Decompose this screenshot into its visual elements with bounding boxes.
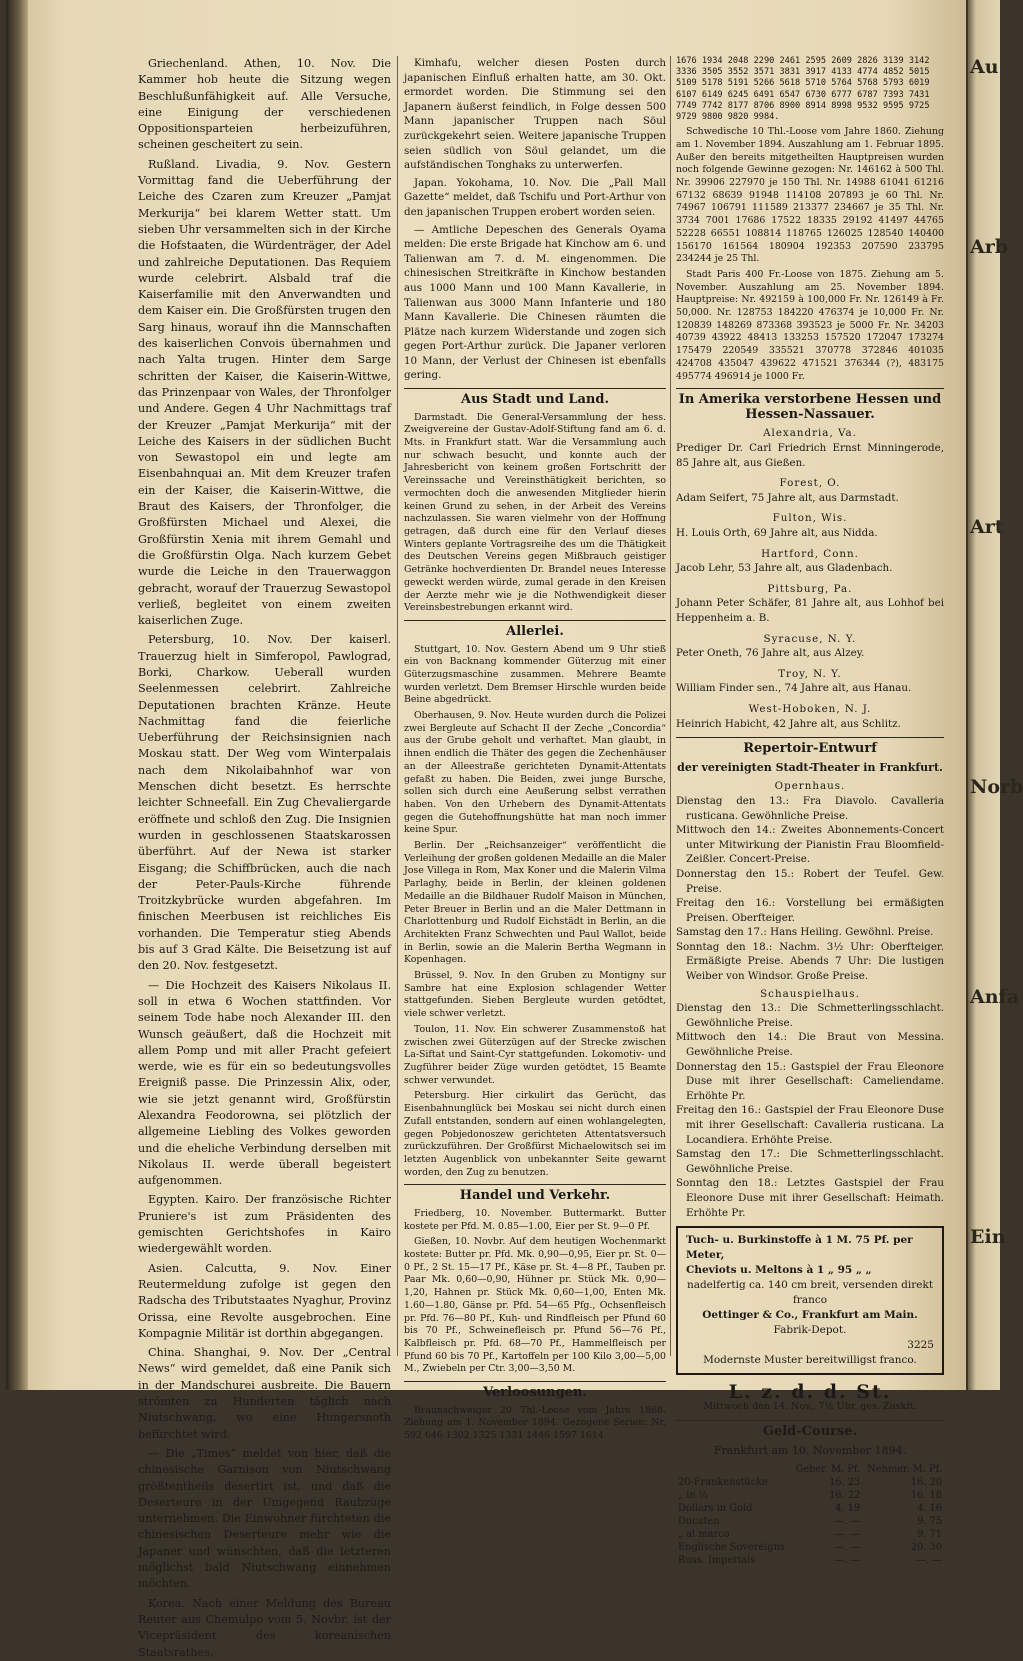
playhouse-entry: Sonntag den 18.: Letztes Gastspiel der Frau Eleonore Duse mit ihrer Gesellschaft: Heimath. Erhöhte Pr. (676, 1177, 944, 1219)
obituary-name: Peter Oneth, 76 Jahre alt, aus Alzey. (676, 647, 865, 660)
lodge-sub: Mittwoch den 14. Nov., 7½ Uhr, ges. Zuskft. (703, 1400, 917, 1412)
table-cell: 16. 23 (829, 1476, 861, 1488)
obituary-place: Pittsburg, Pa. (767, 582, 853, 595)
table-header (676, 1463, 944, 1476)
section-heading: Handel und Verkehr. (404, 1184, 666, 1204)
obituary-place: Alexandria, Va. (763, 427, 857, 440)
ad-company: Oettinger & Co., Frankfurt am Main. (702, 1309, 918, 1322)
exchange-table (676, 1463, 944, 1567)
obituary-place: West-Hoboken, N. J. (748, 702, 872, 715)
ad-line: Modernste Muster bereitwilligst franco. (703, 1354, 917, 1367)
article: Schwedische 10 Thl.-Loose vom Jahre 1860. Ziehung am 1. November 1894. Auszahlung am 1. Februar 1895. Außer den bereits mitgetheilten Hauptpreisen wurden noch folgende Gewinne gezogen: Nr. 146162 à 500 Thl. Nr. 39906 227970 je 150 Thl. Nr. 14988 61041 61216 67132 68639 91948 114108 207893 je 60 Thl. Nr. 74967 106791 111589 213377 234667 je 35 Thl. Nr. 3734 7001 17686 17522 18335 29192 41497 44765 52228 66551 108814 118765 126025 128540 140400 156170 161564 180904 192353 207590 233795 234244 je 25 Thl. (676, 126, 944, 265)
ad-line: nadelfertig ca. 140 cm breit, versenden direkt franco (686, 1279, 934, 1307)
table-cell: Englische Sovereigns (678, 1541, 785, 1553)
table-cell: 20. 30 (910, 1541, 942, 1553)
ad-line: Cheviots u. Meltons à 1 „ 95 „ „ (686, 1264, 872, 1277)
column-rule (670, 56, 671, 1356)
obituary-entry (676, 632, 944, 661)
article: Toulon, 11. Nov. Ein schwerer Zusammenstoß hat zwischen zwei Güterzügen auf der Strecke zwischen La-Siftat und Saint-Cyr stattgefunden. Lokomotiv- und Zugführer beider Züge wurden getödtet, 15 Beamte schwer verwundet. (404, 1023, 666, 1086)
book-spine (6, 0, 28, 1390)
opera-entry: Freitag den 16.: Vorstellung bei ermäßigten Preisen. Oberfteiger. (676, 897, 944, 924)
obituary-place: Forest, O. (779, 477, 841, 490)
article: Rußland. Livadia, 9. Nov. Gestern Vormittag fand die Ueberführung der Leiche des Czaren zum Kreuzer „Pamjat Merkurija“ bei klarem Wetter statt. Um sieben Uhr versammelten sich in der Kirche die Hofstaaten, die Würdenträger, der Adel und zahlreiche Deputationen. Das Requiem wurde celebrirt. Alsbald traf die Kaiserfamilie mit den Anverwandten und dem Kaiser ein. Die Großfürsten trugen den Sarg hinaus, worauf ihn die Mannschaften des kaiserlichen Convois übernahmen und nach Yalta trugen. Hinter dem Sarge schritten der Kaiser, die Kaiserin-Wittwe, das Prinzenpaar von Wales, der Thronfolger und Andere. Gegen 4 Uhr Nachmittags traf der Kreuzer „Pamjat Merkurija“ mit der Leiche des Kaisers in der südlichen Bucht von Sewastopol ein und legte am Eisenbahnquai an. Mit dem Kreuzer trafen ein der Kaiser, die Kaiserin-Wittwe, die Braut des Kaisers, der Thronfolger, die Großfürsten Michael und Alexei, die Großfürstin Xenia mit ihrem Gemahl und die Großfürstin Olga. Nach kurzem Gebet wurde die Leiche in den Trauerwaggon gebracht, worauf der Trauerzug Sewastopol verließ, begleitet von einem zweiten kaiserlichen Zuge. (138, 157, 391, 628)
advertisement (676, 1226, 944, 1375)
table-cell: 16. 18 (910, 1489, 942, 1501)
article: Stadt Paris 400 Fr.-Loose von 1875. Ziehung am 5. November. Auszahlung am 25. November 1894. Hauptpreise: Nr. 492159 à 100,000 Fr. Nr. 126149 à Fr. 50,000. Nr. 128753 184220 476374 je 10,000 Fr. Nr. 120839 148269 873368 393523 je 5000 Fr. Nr. 34203 40739 43922 48413 133253 157520 172047 173274 175479 220549 335521 370778 372846 401035 424708 435047 439622 471521 376344 (?), 483175 495774 496914 je 1000 Fr. (676, 268, 944, 382)
obituary-name: Adam Seifert, 75 Jahre alt, aus Darmstadt. (676, 491, 899, 504)
obituary-place: Fulton, Wis. (772, 512, 848, 525)
obituary-place: Hartford, Conn. (761, 547, 859, 560)
lodge-notice (676, 1381, 944, 1414)
column-1 (138, 56, 391, 1659)
article: Asien. Calcutta, 9. Nov. Einer Reutermeldung zufolge ist gegen den Radscha des Tributstaates Nyaghur, Provinz Orissa, eine Revolte ausgebrochen. Eine Kompagnie Militär ist dorthin abgegangen. (138, 1261, 391, 1340)
neighbouring-page-edge (968, 0, 1023, 1390)
table-cell: „ al marco (678, 1528, 730, 1540)
playhouse-entry: Samstag den 17.: Die Schmetterlingsschlacht. Gewöhnliche Preise. (676, 1148, 944, 1175)
article: Petersburg. Hier cirkulirt das Gerücht, das Eisenbahnunglück bei Moskau sei nicht durch einen Zufall entstanden, sondern auf einen wohlangelegten, gegen Pobjedonoszew gerichteten Attentatsversuch zurückzuführen. Der Großfürst Michaelowitsch sei im letzten Augenblick von unbekannter Seite gewarnt worden, den Zug zu benutzen. (404, 1090, 666, 1178)
opera-entry: Donnerstag den 15.: Robert der Teufel. Gew. Preise. (676, 867, 944, 895)
playhouse-entry: Mittwoch den 14.: Die Braut von Messina. Gewöhnliche Preise. (676, 1031, 944, 1059)
article: Japan. Yokohama, 10. Nov. Die „Pall Mall Gazette“ meldet, daß Tschifu und Port-Arthur von den japanischen Truppen erobert worden seien. (404, 176, 666, 218)
obituary-entry (676, 582, 944, 626)
table-row (676, 1515, 944, 1528)
table-cell: 16. 22 (829, 1489, 861, 1501)
ad-line: Tuch- u. Burkinstoffe à 1 M. 75 Pf. per Meter, (686, 1234, 913, 1262)
table-row (676, 1541, 944, 1554)
obituary-entry (676, 511, 944, 540)
table-cell: 9. 71 (917, 1528, 942, 1540)
section-heading: In Amerika verstorbene Hessen und Hessen-Nassauer. (676, 388, 944, 422)
article: Egypten. Kairo. Der französische Richter Pruniere's ist zum Präsidenten des gemischten Gerichtshofes in Kairo wiedergewählt worden. (138, 1193, 391, 1256)
article: Friedberg, 10. November. Buttermarkt. Butter kostete per Pfd. M. 0.85—1.00, Eier per St. 9—0 Pf. (404, 1207, 666, 1232)
ad-number: 3225 (907, 1339, 934, 1352)
ad-line: Fabrik-Depot. (773, 1324, 847, 1337)
section-heading: Aus Stadt und Land. (404, 388, 666, 408)
table-cell: 4. 16 (917, 1502, 942, 1514)
opera-entry: Dienstag den 13.: Fra Diavolo. Cavalleria rusticana. Gewöhnliche Preise. (676, 794, 944, 822)
opera-house-title: Opernhaus. (774, 780, 846, 793)
table-cell: —. — (834, 1541, 861, 1553)
article: Petersburg, 10. Nov. Der kaiserl. Trauerzug hielt in Simferopol, Pawlograd, Borki, Charkow. Ueberall wurden Seelenmessen celebrirt. Zahlreiche Deputationen brachten Kränze. Heute Nachmittag fand die feierliche Ueberführung der Reichsinsignien nach Moskau statt. Der Weg vom Winterpalais nach dem Nikolaibahnhof war von Menschen dicht besetzt. Es herrschte leichter Schneefall. Ein Zug Chevaliergarde eröffnete und schloß den Zug. Die Insignien wurden in geschlossenen Staatskarossen überführt. Auf der Newa ist starker Eisgang; die Schiffbrücken, auch die nach der Peter-Pauls-Kirche führende Troitzkybrücke wurden abgefahren. Im finischen Meerbusen ist reichliches Eis vorhanden. Die Temperatur stieg Abends bis auf 3 Grad Kälte. Die Beisetzung ist auf den 20. Nov. festgesetzt. (138, 633, 391, 973)
column-header (676, 1463, 791, 1476)
obituary-name: H. Louis Orth, 69 Jahre alt, aus Nidda. (676, 527, 878, 540)
column-2 (404, 56, 666, 1442)
section-heading: Geld-Course. (676, 1420, 944, 1440)
table-cell: —. — (834, 1554, 861, 1566)
playhouse-entry: Donnerstag den 15.: Gastspiel der Frau Eleonore Duse mit ihrer Gesellschaft: Cameliendame. Erhöhte Pr. (676, 1060, 944, 1102)
table-cell: 9. 75 (917, 1515, 942, 1527)
lodge-title: L. z. d. d. St. (728, 1381, 892, 1404)
obituary-name: Prediger Dr. Carl Friedrich Ernst Minningerode, 85 Jahre alt, aus Gießen. (676, 442, 944, 469)
article: Darmstadt. Die General-Versammlung der hess. Zweigvereine der Gustav-Adolf-Stiftung fand am 6. d. Mts. in Frankfurt statt. War die Versammlung auch nur schwach besucht, und konnte auch der Jahresbericht von keinem großen Fortschritt der Vereinssache und Vereinsthätigkeit berichten, so vermochten doch die anwesenden Mitglieder hierin keinen Grund zu sehen, in der Arbeit des Vereins nachzulassen. Sie waren vielmehr von der Hoffnung getragen, daß durch eine für den Verlauf dieses Winters geplante Vortragsreihe des um die Thätigkeit des Deutschen Vereins gegen Mißbrauch geistiger Getränke hochverdienten Dr. Brandel neues Interesse geweckt werden würde, zumal gerade in den Kreisen der Aerzte mehr wie je die Nothwendigkeit dieser Vereinsbestrebungen erkannt wird. (404, 411, 666, 614)
article: Braunschweiger 20 Thl.-Loose vom Jahre 1868. Ziehung am 1. November 1894. Gezogene Serien: Nr. 592 646 1302 1325 1331 1446 1597 1614 (404, 1404, 666, 1442)
article: — Die Hochzeit des Kaisers Nikolaus II. soll in etwa 6 Wochen stattfinden. Vor seinem Tode habe noch Alexander III. den Wunsch geäußert, daß die Hochzeit mit allem Pomp und mit aller Pracht gefeiert werde, wie es für ein so bedeutungsvolles Ereigniß passe. Die Prinzessin Alix, oder, wie sie jetzt genannt wird, Großfürstin Alexandra Feodorowna, sei plötzlich der allgemeine Liebling des Volkes geworden und die eheliche Verbindung derselben mit Nikolaus II. werde überall begeistert aufgenommen. (138, 978, 391, 1188)
playhouse-list (676, 1001, 944, 1220)
obituary-name: Jacob Lehr, 53 Jahre alt, aus Gladenbach. (676, 562, 893, 575)
table-cell: 4. 19 (835, 1502, 861, 1514)
section-heading: Repertoir-Entwurf (676, 737, 944, 757)
obituary-entry (676, 547, 944, 576)
lottery-numbers: 1676 1934 2048 2290 2461 2595 2609 2826 3139 3142 3336 3505 3552 3571 3831 3917 4133 4774 4852 5015 5109 5178 5191 5266 5618 5710 5764 5768 5793 6019 6107 6149 6245 6491 6547 6730 6777 6787 7393 7431 7749 7742 8177 8706 8900 8914 8998 9532 9595 9725 9729 9800 9820 9984. (676, 56, 930, 123)
article: Gießen, 10. Novbr. Auf dem heutigen Wochenmarkt kostete: Butter pr. Pfd. Mk. 0,90—0,95, Eier pr. St. 0—0 Pf., 2 St. 15—17 Pf., Käse pr. St. 4—8 Pf., Tauben pr. Paar Mk. 0,60—0,90, Hühner pr. Stück Mk. 0,90—1,20, Hahnen pr. Stück Mk. 0,60—1,00, Enten Mk. 1.60—1.80, Gänse pr. Pfd. 54—65 Pfg., Ochsenfleisch pr. Pfd. 76—80 Pf., Kuh- und Rindfleisch per Pfund 60 bis 70 Pf., Schweinefleisch pr. Pfund 56—76 Pf., Kalbfleisch pr. Pfd. 68—70 Pf., Hammelfleisch per Pfund 60 bis 70 Pf., Kartoffeln per 100 Kilo 3,00—5,00 M., Zwiebeln per Ctr. 3,00—3,50 M. (404, 1236, 666, 1375)
section-heading: Verloosungen. (404, 1381, 666, 1401)
newspaper-page (6, 0, 966, 1659)
theatre-schedule (676, 779, 944, 1220)
section-subheading: der vereinigten Stadt-Theater in Frankfurt. (677, 760, 943, 774)
neighbour-fragment: Norb (970, 776, 1023, 798)
table-cell: „ in ½ (678, 1489, 709, 1501)
neighbour-fragment: Anfa (970, 986, 1020, 1008)
neighbour-fragment: Ein (970, 1226, 1006, 1248)
obituary-name: Johann Peter Schäfer, 81 Jahre alt, aus Lohhof bei Heppenheim a. B. (676, 597, 944, 624)
exchange-date: Frankfurt am 10. November 1894. (713, 1443, 907, 1457)
opera-entry: Samstag den 17.: Hans Heiling. Gewöhnl. Preise. (676, 926, 934, 939)
article: Oberhausen, 9. Nov. Heute wurden durch die Polizei zwei Bergleute auf Schacht II der Zeche „Concordia“ aus der Grube geholt und verhaftet. Man glaubt, in ihnen endlich die Thäter des gegen die Zechenhäuser an der Alleestraße gerichteten Dynamit-Attentats gefaßt zu haben. Die Beiden, zwei junge Bursche, sollen sich durch eine Aeußerung selbst verrathen haben. Von den Urhebern des Dynamit-Attentats gegen die Gutehoffnungshütte hat man noch immer keine Spur. (404, 710, 666, 836)
obituary-entry (676, 667, 944, 696)
table-row (676, 1489, 944, 1502)
opera-entry: Sonntag den 18.: Nachm. 3½ Uhr: Oberfteiger. Ermäßigte Preise. Abends 7 Uhr: Die lustigen Weiber von Windsor. Große Preise. (676, 940, 944, 983)
obituary-entry (676, 426, 944, 470)
article: Brüssel, 9. Nov. In den Gruben zu Montigny sur Sambre hat eine Explosion schlagender Wetter stattgefunden. Sieben Bergleute wurden getödtet, viele schwer verletzt. (404, 970, 666, 1020)
neighbour-fragment: Arb (970, 236, 1009, 258)
table-cell: Russ. Imperials (678, 1554, 756, 1566)
column-header: Nehmer. M. Pf. (867, 1463, 942, 1475)
playhouse-entry: Freitag den 16.: Gastspiel der Frau Eleonore Duse mit ihrer Gesellschaft: Cavalleria rusticana. La Locandiera. Erhöhte Preise. (676, 1104, 944, 1146)
neighbour-fragment: Art (970, 516, 1004, 538)
opera-entry: Mittwoch den 14.: Zweites Abonnements-Concert unter Mitwirkung der Pianistin Frau Bloomfield-Zeißler. Concert-Preise. (676, 824, 944, 866)
column-rule (397, 56, 398, 1356)
obituary-entry (676, 702, 944, 731)
table-cell: Dollars in Gold (678, 1502, 753, 1514)
article: Stuttgart, 10. Nov. Gestern Abend um 9 Uhr stieß ein von Backnang kommender Güterzug mit einer Güterzugsmaschine zusammen. Mehrere Beamte wurden verletzt. Dem Bremser Hirschle wurden beide Beine abgedrückt. (404, 643, 666, 706)
article: — Die „Times“ meldet von hier, daß die chinesische Garnison von Niutschwang größtentheils desertirt ist, und daß die Deserteure in der Umgegend Raubzüge unternehmen. Die Einwohner fürchteten die chinesischen Deserteure mehr wie die Japaner und wünschten, daß die letzteren möglichst bald Niutschwang einnehmen möchten. (138, 1446, 391, 1591)
neighbour-fragment: Au (970, 56, 999, 78)
article: China. Shanghai, 9. Nov. Der „Central News“ wird gemeldet, daß eine Panik sich in der Mandschurei ausbreite. Die Bauern strömten zu Hunderten täglich nach Niutschwang, wo eine Hungersnoth befürchtet wird. (138, 1346, 391, 1441)
table-cell: 20-Frankenstücke (678, 1476, 768, 1488)
article: Berlin. Der „Reichsanzeiger“ veröffentlicht die Verleihung der großen goldenen Medaille an die Maler Jose Villega in Rom, Max Koner und die Malerin Vilma Parlaghy, beide in Berlin, der kleinen goldenen Medaille an die Bildhauer Rudolf Maison in München, Peter Breuer in Berlin und an die Maler Dettmann in Charlottenburg und Rudolf Eichstädt in Berlin, an die Architekten Franz Schwechten und Paul Wallot, beide in Berlin, sowie an die Malerin Bertha Wegmann in Kopenhagen. (404, 840, 666, 966)
article: — Amtliche Depeschen des Generals Oyama melden: Die erste Brigade hat Kinchow am 6. und Talienwan am 7. d. M. eingenommen. Die chinesischen Streitkräfte in Kinchow bestanden aus 1000 Mann und 100 Mann Kavallerie, in Talienwan aus 3000 Mann Infanterie und 180 Mann Kavallerie. Die Chinesen räumten die Plätze nach kurzem Widerstande und zogen sich gegen Port-Arthur zurück. Die Japaner verloren 10 Mann, der Verlust der Chinesen ist ebenfalls gering. (404, 223, 666, 382)
opera-list (676, 794, 944, 984)
obituary-name: William Finder sen., 74 Jahre alt, aus Hanau. (676, 682, 912, 695)
table-row (676, 1502, 944, 1515)
table-cell: —. — (834, 1515, 861, 1527)
table-row (676, 1554, 944, 1567)
playhouse-entry: Dienstag den 13.: Die Schmetterlingsschlacht. Gewöhnliche Preise. (676, 1002, 944, 1029)
table-cell: Ducaten (678, 1515, 720, 1527)
obituary-place: Troy, N. Y. (778, 667, 842, 680)
article: Griechenland. Athen, 10. Nov. Die Kammer hob heute die Sitzung wegen Beschlußunfähigkeit auf. Alle Versuche, eine Einigung der verschiedenen Oppositionsparteien herbeizuführen, scheinen gescheitert zu sein. (138, 57, 391, 152)
table-row (676, 1476, 944, 1489)
table-row (676, 1528, 944, 1541)
article: Korea. Nach einer Meldung des Bureau Reuter aus Chemulpo vom 5. Novbr. ist der Vicepräsident des koreanischen Staatsrathes, (138, 1596, 391, 1659)
column-header: Geber. M. Pf. (795, 1463, 861, 1475)
obituary-entry (676, 476, 944, 505)
column-3 (676, 56, 944, 1566)
obituary-place: Syracuse, N. Y. (763, 632, 857, 645)
obituary-name: Heinrich Habicht, 42 Jahre alt, aus Schlitz. (676, 717, 901, 730)
obituary-list (676, 426, 944, 731)
article: Kimhafu, welcher diesen Posten durch japanischen Einfluß erhalten hatte, am 30. Okt. ermordet worden. Die Stimmung sei den Japanern äußerst feindlich, in Folge dessen 500 Mann japanischer Truppen nach Söul zurückgekehrt seien. Weitere japanische Truppen seien südlich von Söul gelandet, um die aufständischen Tonghaks zu unterwerfen. (404, 57, 666, 172)
playhouse-title: Schauspielhaus. (760, 987, 860, 1000)
section-heading: Allerlei. (404, 620, 666, 640)
table-cell: —. — (916, 1554, 942, 1566)
table-cell: —. — (834, 1528, 861, 1540)
table-cell: 16. 20 (910, 1476, 942, 1488)
